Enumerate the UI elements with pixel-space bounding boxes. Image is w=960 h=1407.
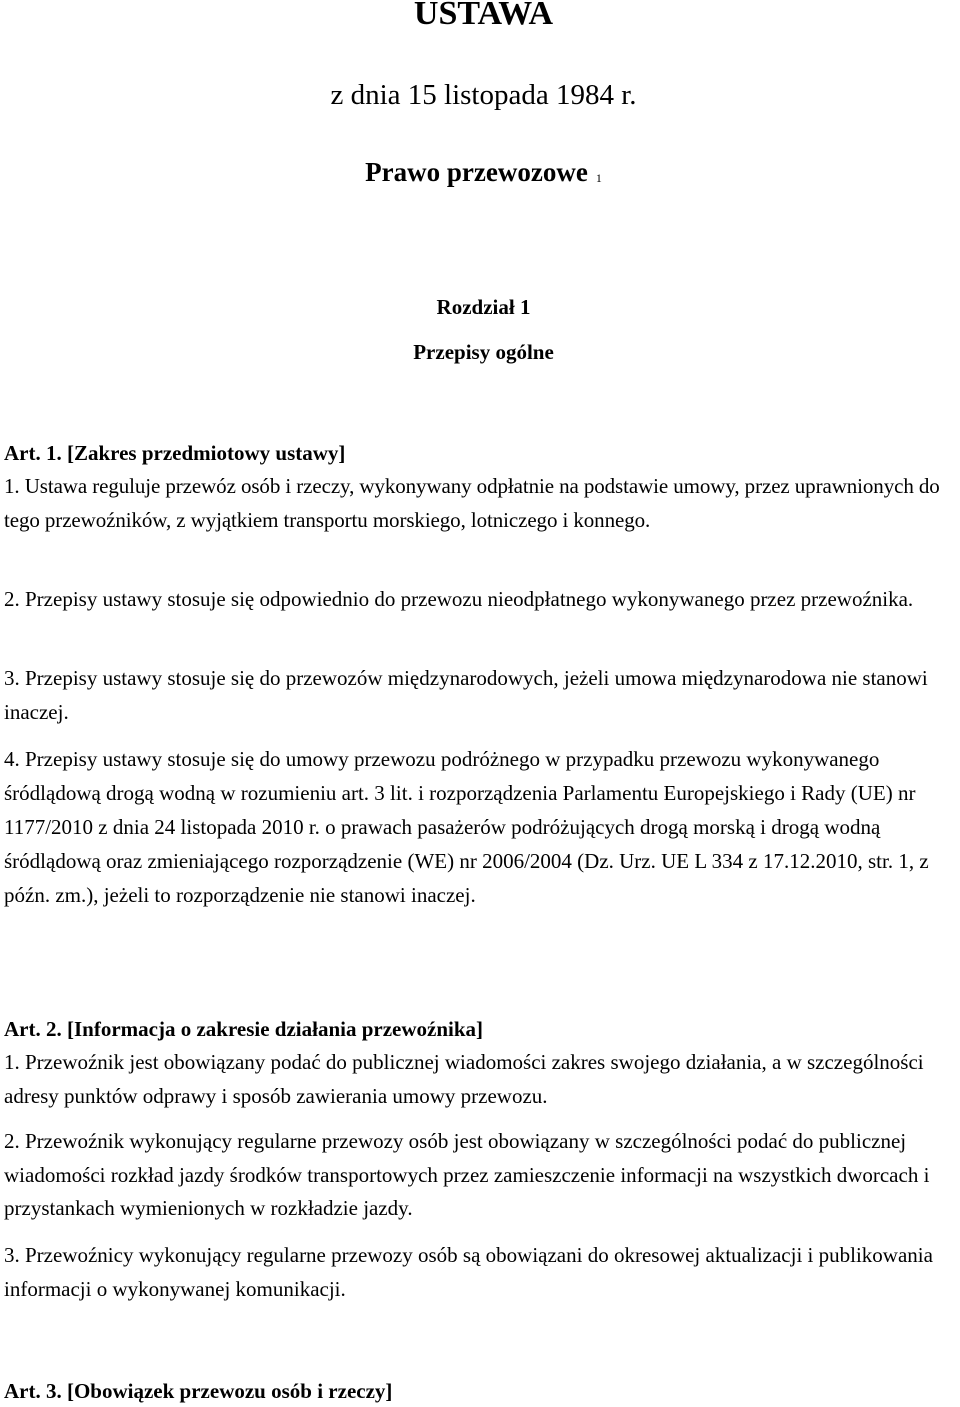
article-1-paragraph-4: 4. Przepisy ustawy stosuje się do umowy przewozu podróżnego w przypadku przewozu wykonywanego śródlądową drogą wodną w rozumieniu art. 3 lit. i rozporządzenia Parlamentu Europejskiego i Rady (UE) nr 1177/2010 z dnia 24 listopada 2010 r. o prawach pasażerów podróżujących drogą morską i drogą wodną śródlądową oraz zmieniającego rozporządzenie (WE) nr 2006/2004 (Dz. Urz. UE L 334 z 17.12.2010, str. 1, z późn. zm.), jeżeli to rozporządzenie nie stanowi inaczej. bbox=[4, 747, 929, 907]
chapter-title: Przepisy ogólne bbox=[413, 340, 554, 364]
article-2-heading: Art. 2. [Informacja o zakresie działania przewoźnika] bbox=[4, 1017, 484, 1041]
footnote-ref[interactable]: 1 bbox=[595, 171, 602, 185]
article-1-paragraph-3: 3. Przepisy ustawy stosuje się do przewozów międzynarodowych, jeżeli umowa międzynarodowa nie stanowi inaczej. bbox=[4, 666, 928, 724]
article-2-paragraph-3: 3. Przewoźnicy wykonujący regularne przewozy osób są obowiązani do okresowej aktualizacji i publikowania informacji o wykonywanej komunikacji. bbox=[4, 1243, 933, 1301]
act-name bbox=[0, 153, 960, 191]
chapter-number: Rozdział 1 bbox=[436, 295, 531, 319]
document-date: z dnia 15 listopada 1984 r. bbox=[330, 79, 637, 111]
act-name-text: Prawo przewozowe bbox=[365, 157, 588, 187]
article-1-paragraph-1: 1. Ustawa reguluje przewóz osób i rzeczy, wykonywany odpłatnie na podstawie umowy, przez uprawnionych do tego przewoźników, z wyjątkiem transportu morskiego, lotniczego i konnego. bbox=[4, 474, 940, 532]
article-2-paragraph-1: 1. Przewoźnik jest obowiązany podać do publicznej wiadomości zakres swojego działania, a w szczególności adresy punktów odprawy i sposób zawierania umowy przewozu. bbox=[4, 1050, 924, 1108]
article-1-paragraph-2: 2. Przepisy ustawy stosuje się odpowiednio do przewozu nieodpłatnego wykonywanego przez przewoźnika. bbox=[4, 587, 914, 611]
article-3-heading: Art. 3. [Obowiązek przewozu osób i rzeczy] bbox=[4, 1379, 393, 1403]
article-1-heading: Art. 1. [Zakres przedmiotowy ustawy] bbox=[4, 441, 346, 465]
article-2-paragraph-2: 2. Przewoźnik wykonujący regularne przewozy osób jest obowiązany w szczególności podać do publicznej wiadomości rozkład jazdy środków transportowych przez zamieszczenie informacji na wszystkich dworcach i przystankach wymienionych w rozkładzie jazdy. bbox=[4, 1129, 930, 1220]
document-title: USTAWA bbox=[413, 0, 554, 32]
